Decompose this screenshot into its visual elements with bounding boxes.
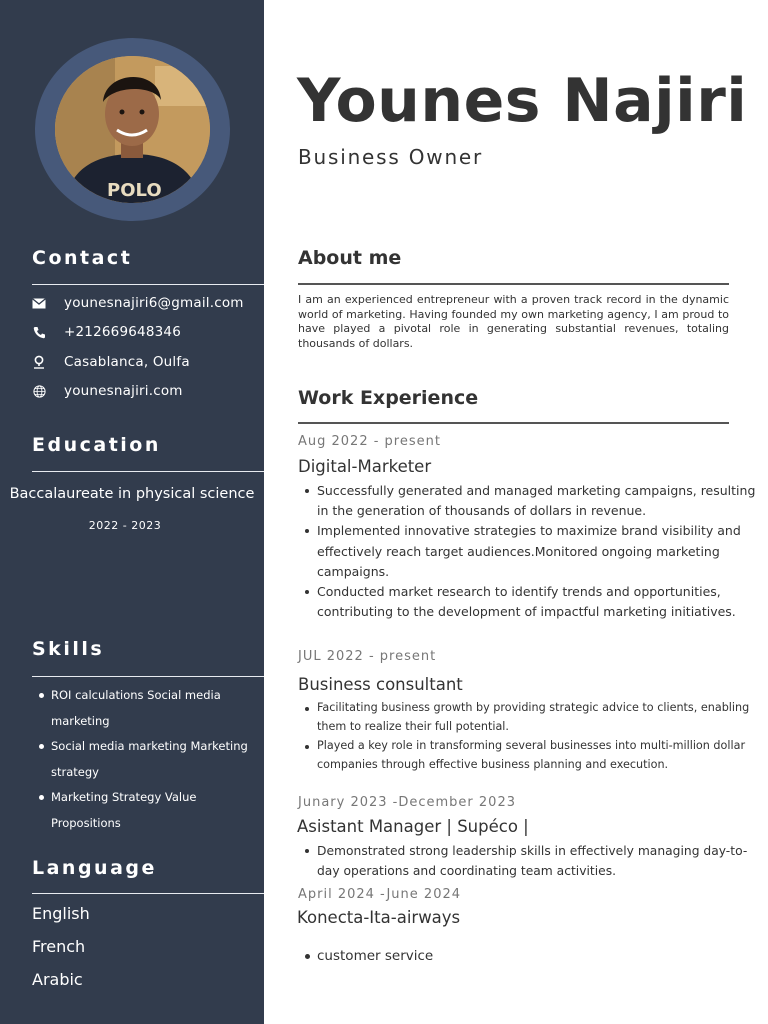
job-bullet: Demonstrated strong leadership skills in effectively managing day-to-day operations and coordinating team activities.: [317, 841, 767, 881]
education-heading: Education: [32, 434, 161, 456]
profile-photo-illustration: [55, 56, 210, 203]
about-text: I am an experienced entrepreneur with a proven track record in the dynamic world of marketing. Having founded my own marketing agency, I am proud to have played a pivotal role in generating substantial revenues, totaling thousands of dollars.: [298, 293, 729, 350]
job-bullet: Facilitating business growth by providing strategic advice to clients, enabling them to realize their full potential.: [317, 699, 757, 737]
contact-phone: [32, 322, 181, 342]
contact-email: [32, 293, 244, 313]
experience-divider: [298, 422, 729, 424]
job-title: Asistant Manager | Supéco |: [297, 817, 529, 836]
language-heading: Language: [32, 857, 157, 879]
skill-item: Social media marketing Marketing strategy: [51, 734, 263, 785]
experience-heading: Work Experience: [298, 387, 479, 409]
contact-address: [32, 352, 190, 372]
location-pin-icon: [32, 355, 46, 369]
skills-divider: [32, 676, 264, 677]
skill-item: ROI calculations Social media marketing: [51, 683, 263, 734]
language-item: French: [32, 937, 86, 956]
profile-name: Younes Najiri: [297, 66, 748, 136]
job-bullet: Played a key role in transforming several businesses into multi-million dollar companies through effective business planning and execution.: [317, 737, 757, 775]
education-years: 2022 - 2023: [88, 519, 162, 532]
contact-phone-text[interactable]: +212669648346: [64, 324, 181, 340]
contact-website-text[interactable]: younesnajiri.com: [64, 383, 183, 399]
sidebar: [0, 0, 264, 1024]
language-item: English: [32, 904, 90, 923]
job-bullet-list: [317, 841, 767, 881]
education-divider: [32, 471, 264, 472]
language-item: Arabic: [32, 970, 83, 989]
skill-item: Marketing Strategy Value Propositions: [51, 785, 263, 836]
job-date: Junary 2023 -December 2023: [298, 795, 516, 810]
contact-website: [32, 381, 183, 401]
profile-role: Business Owner: [298, 145, 484, 169]
contact-address-text: Casablanca, Oulfa: [64, 354, 190, 370]
job-date: Aug 2022 - present: [298, 434, 441, 449]
globe-icon: [32, 384, 46, 398]
contact-heading: Contact: [32, 247, 133, 269]
job-date: JUL 2022 - present: [298, 649, 437, 664]
job-bullet-list: [317, 946, 757, 966]
job-date: April 2024 -June 2024: [298, 887, 462, 902]
contact-email-text[interactable]: younesnajiri6@gmail.com: [64, 295, 244, 311]
job-title: Konecta-Ita-airways: [297, 908, 461, 927]
skills-heading: Skills: [32, 638, 105, 660]
job-bullet: Implemented innovative strategies to maximize brand visibility and effectively reach target audiences.Monitored ongoing marketing campaigns.: [317, 521, 762, 582]
job-bullet-list: [317, 481, 762, 622]
job-title: Business consultant: [298, 675, 463, 694]
job-title: Digital-Marketer: [298, 457, 432, 476]
language-divider: [32, 893, 264, 894]
job-bullet: Successfully generated and managed marketing campaigns, resulting in the generation of thousands of dollars in revenue.: [317, 481, 762, 521]
job-bullet-list: [317, 699, 757, 775]
job-bullet: Conducted market research to identify trends and opportunities, contributing to the development of impactful marketing initiatives.: [317, 582, 762, 622]
contact-divider: [32, 284, 264, 285]
education-degree: Baccalaureate in physical science: [9, 486, 255, 502]
phone-icon: [32, 325, 46, 339]
about-divider: [298, 283, 729, 285]
envelope-icon: [32, 296, 46, 310]
about-heading: About me: [298, 247, 402, 269]
job-bullet: customer service: [317, 946, 757, 966]
profile-photo: [55, 56, 210, 203]
skills-list: [51, 683, 263, 836]
svg-text:POLO: POLO: [107, 180, 162, 201]
